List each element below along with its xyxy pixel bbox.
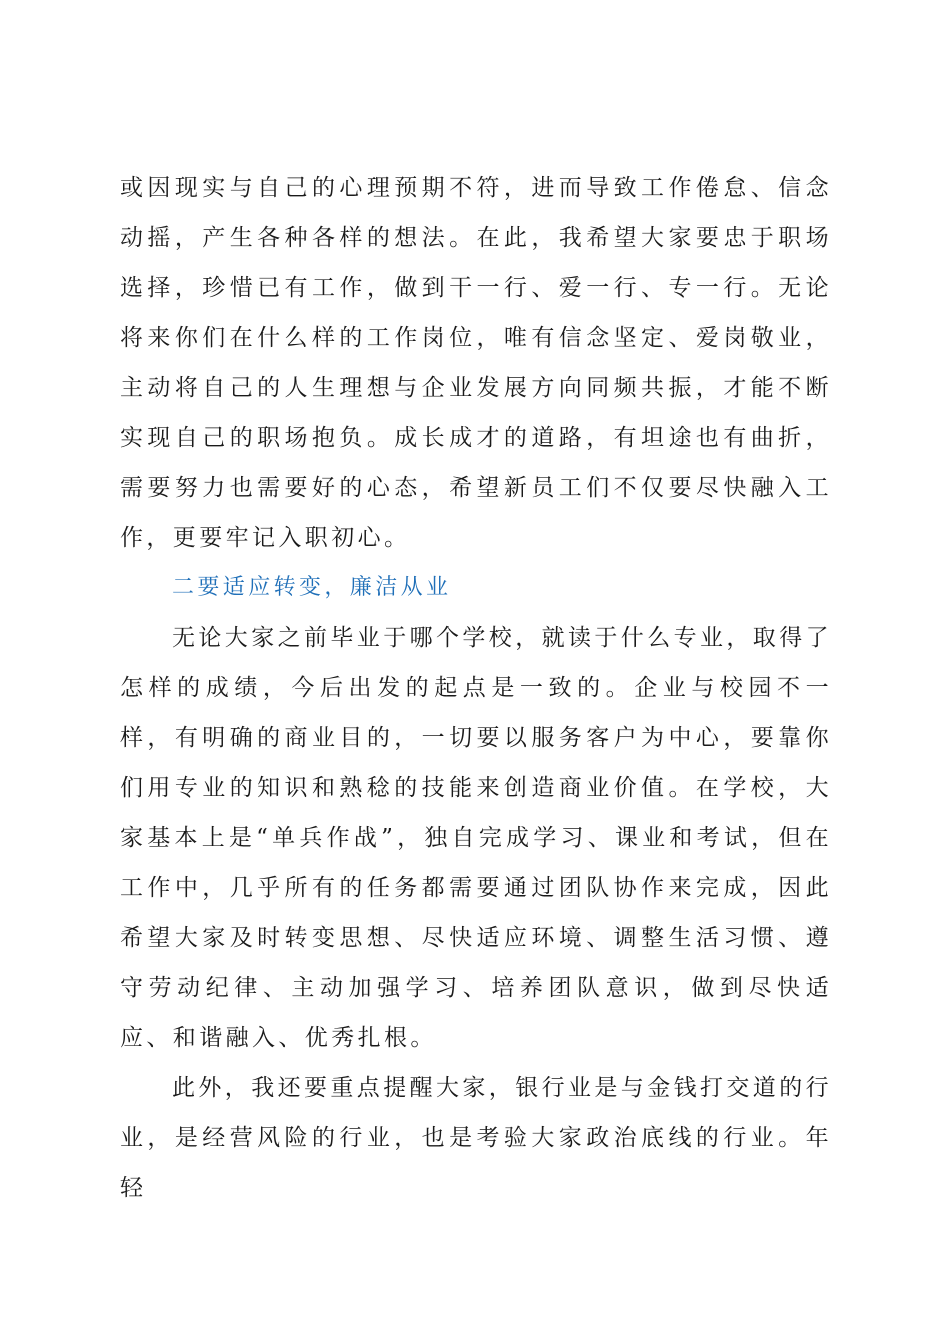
section-heading: 二要适应转变，廉洁从业	[172, 575, 452, 600]
paragraph-adapt-change: 无论大家之前毕业于哪个学校，就读于什么专业，取得了怎样的成绩，今后出发的起点是一致的。企业与校园不一样，有明确的商业目的，一切要以服务客户为中心，要靠你们用专业的知识和熟稔的技能来创造商业价值。在学校，大家基本上是“单兵作战”，独自完成学习、课业和考试，但在工作中，几乎所有的任务都需要通过团队协作来完成，因此希望大家及时转变思想、尽快适应环境、调整生活习惯、遵守劳动纪律、主动加强学习、培养团队意识，做到尽快适应、和谐融入、优秀扎根。	[120, 625, 832, 1051]
paragraph-banking-risk: 此外，我还要重点提醒大家，银行业是与金钱打交道的行业，是经营风险的行业，也是考验大家政治底线的行业。年轻	[120, 1075, 832, 1201]
paragraph-continuation: 或因现实与自己的心理预期不符，进而导致工作倦怠、信念动摇，产生各种各样的想法。在此，我希望大家要忠于职场选择，珍惜已有工作，做到干一行、爱一行、专一行。无论将来你们在什么样的工作岗位，唯有信念坚定、爱岗敬业，主动将自己的人生理想与企业发展方向同频共振，才能不断实现自己的职场抱负。成长成才的道路，有坦途也有曲折，需要努力也需要好的心态，希望新员工们不仅要尽快融入工作，更要牢记入职初心。	[120, 175, 832, 551]
document-body	[120, 163, 832, 1213]
